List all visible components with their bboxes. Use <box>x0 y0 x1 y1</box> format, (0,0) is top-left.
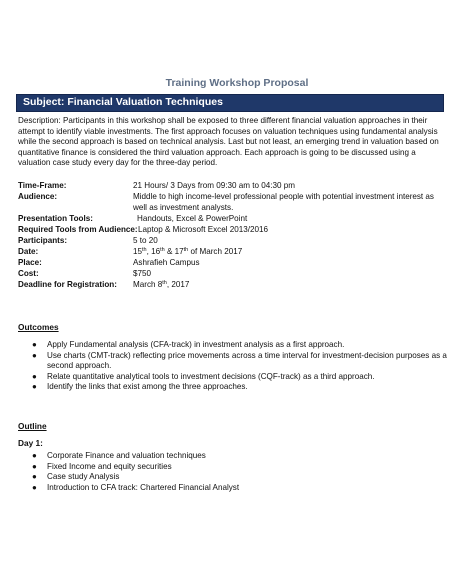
audience-value-continued: well as investment analysts. <box>133 203 234 212</box>
participants-value: 5 to 20 <box>133 236 158 245</box>
list-item-continued: second approach. <box>47 361 112 371</box>
audience-value: Middle to high income-level professional people with potential investment interest as <box>133 192 434 201</box>
bullet-icon: ● <box>32 461 37 471</box>
description-line: quantitative finance is considered the third valuation approach. Each approach is going to be discussed using a <box>18 147 416 157</box>
required-tools-label: Required Tools from Audience: <box>18 225 138 234</box>
presentation-tools-value: Handouts, Excel & PowerPoint <box>137 214 248 223</box>
outline-heading: Outline <box>18 421 47 431</box>
list-item: ● Corporate Finance and valuation techniques <box>32 451 206 460</box>
date-label: Date: <box>18 247 39 256</box>
outcomes-heading: Outcomes <box>18 322 59 332</box>
bullet-icon: ● <box>32 340 37 349</box>
deadline-value: March 8th, 2017 <box>133 280 190 289</box>
description-line: Description: Participants in this workshop shall be exposed to three different financial valuation approaches in their <box>18 116 428 125</box>
date-value: 15th, 16th & 17th of March 2017 <box>133 247 243 256</box>
bullet-icon: ● <box>32 482 37 492</box>
bullet-icon: ● <box>32 382 37 392</box>
participants-label: Participants: <box>18 236 68 245</box>
day-1-label: Day 1: <box>18 438 43 448</box>
timeframe-value: 21 Hours/ 3 Days from 09:30 am to 04:30 pm <box>133 181 295 190</box>
list-item: ● Case study Analysis <box>32 472 120 482</box>
list-item: ● Fixed Income and equity securities <box>32 461 172 471</box>
cost-label: Cost: <box>18 269 39 278</box>
presentation-tools-label: Presentation Tools: <box>18 214 93 223</box>
description-paragraph <box>18 116 448 169</box>
subject-heading: Subject: Financial Valuation Techniques <box>23 96 223 108</box>
bullet-icon: ● <box>32 472 37 482</box>
audience-label: Audience: <box>18 192 58 201</box>
description-line: while the second approach is based on technical analysis. Last but not least, an emerging trend in valuation based on <box>18 137 439 147</box>
list-item: ● Identify the links that exist among the three approaches. <box>32 382 248 392</box>
cost-value: $750 <box>133 269 152 278</box>
bullet-icon: ● <box>32 371 37 381</box>
bullet-icon: ● <box>32 451 37 460</box>
bullet-icon: ● <box>32 350 37 360</box>
outcomes-list <box>32 340 452 393</box>
subject-banner <box>16 94 444 112</box>
timeframe-label: Time-Frame: <box>18 181 67 190</box>
list-item: ● Introduction to CFA track: Chartered Financial Analyst <box>32 482 240 492</box>
deadline-label: Deadline for Registration: <box>18 280 117 289</box>
list-item: ● Apply Fundamental analysis (CFA-track) in investment analysis as a first approach. <box>32 340 345 349</box>
document-title: Training Workshop Proposal <box>165 77 309 89</box>
day-1-list <box>32 451 452 493</box>
list-item: ● Relate quantitative analytical tools to investment decisions (CQF-track) as a third approach. <box>32 371 375 381</box>
required-tools-value: Laptop & Microsoft Excel 2013/2016 <box>138 225 269 234</box>
place-value: Ashrafieh Campus <box>133 258 200 267</box>
description-line: attempt to identify viable investments. The first approach focuses on valuation techniques using fundamental analysis <box>18 126 438 136</box>
place-label: Place: <box>18 258 42 267</box>
description-line: valuation case study every day for the three-day period. <box>18 158 218 168</box>
list-item: ● Use charts (CMT-track) reflecting price movements across a time interval for investment-decision purposes as a <box>32 350 447 360</box>
